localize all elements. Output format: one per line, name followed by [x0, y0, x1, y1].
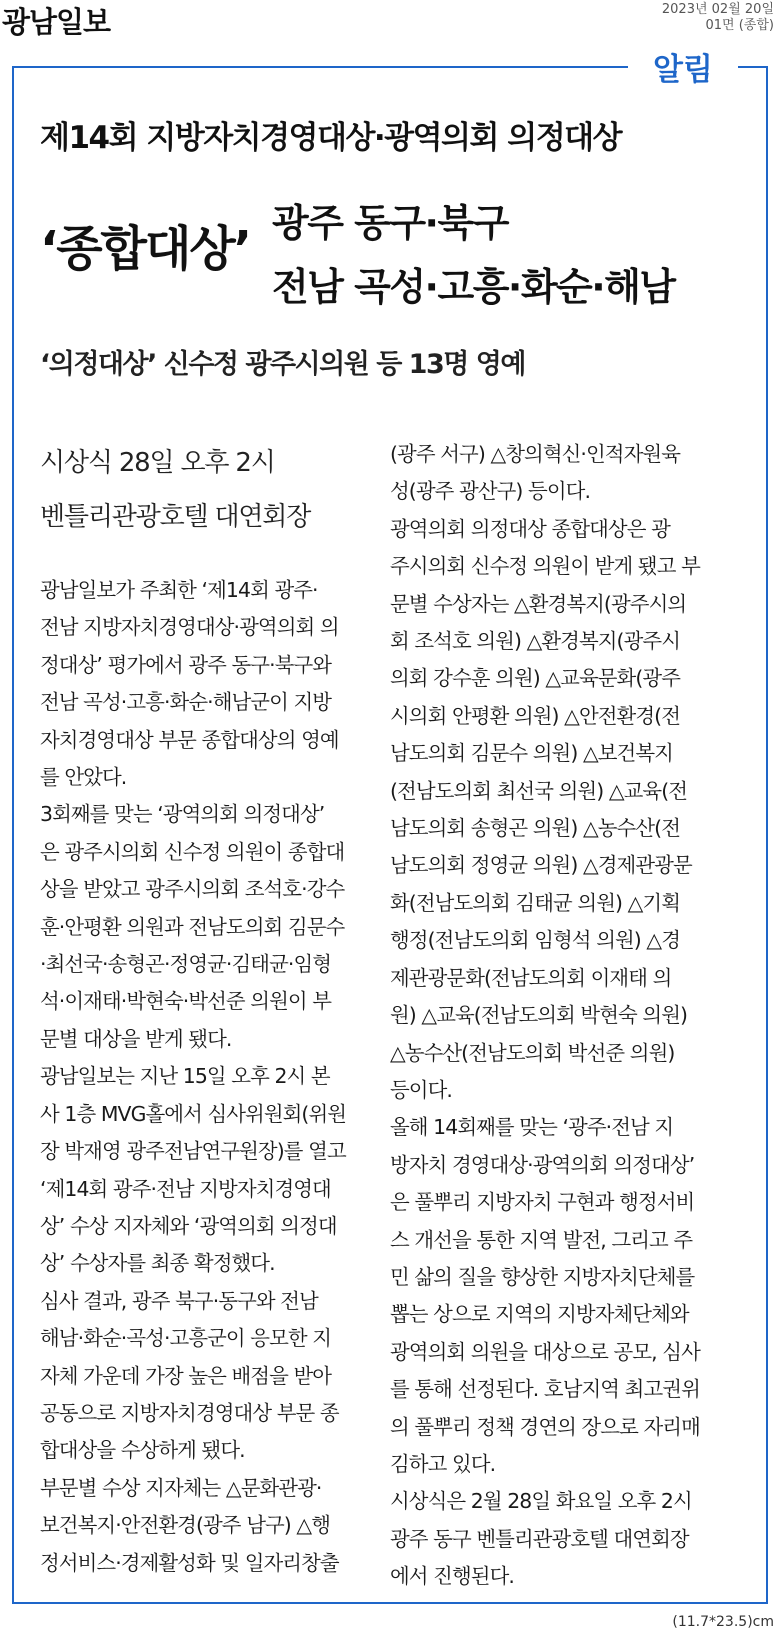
paragraph: 부문별 수상 지자체는 △문화관광· 보건복지·안전환경(광주 남구) △행 정서비스·경제활성화 및 일자리창출 [40, 1475, 339, 1575]
award-title: ‘종합대상’ [40, 221, 250, 277]
masthead: 광남일보 [2, 5, 111, 39]
winners-jeonnam: 전남 곡성·고흥·화순·해남 [272, 265, 675, 309]
body-column-right [390, 436, 714, 1596]
paragraph: 광역의회 의정대상 종합대상은 광 주시의회 신수정 의원이 받게 됐고 부 문별 수상자는 △환경복지(광주시의 회 조석호 의원) △환경복지(광주시 의회 강수훈 의원) △교육문화(광주 시의회 안평환 의원) △안전환경(전 남도의회 김문수 의원) △보건복지 (전남도의회 최선국 의원) △교육(전 남도의회 송형곤 의원) △농수산(전 남도의회 정영균 의원) △경제관광문 화(전남도의회 김태균 의원) △기획 행정(전남도의회 임형석 의원) △경 제관광문화(전남도의회 이재태 의 원) △교육(전남도의회 박현숙 의원) △농수산(전남도의회 박선준 의원) 등이다. [390, 516, 700, 1102]
clipping-size-note: (11.7*23.5)cm [672, 1614, 774, 1630]
article-headline: 제14회 지방자치경영대상·광역의회 의정대상 [40, 120, 622, 156]
page-section: 01면 (종합) [705, 18, 774, 33]
ceremony-time: 시상식 28일 오후 2시 [40, 448, 275, 478]
publication-date: 2023년 02월 20일 [661, 2, 774, 17]
body-column-left [40, 572, 364, 1582]
winners-gwangju: 광주 동구·북구 [272, 201, 508, 245]
paragraph: 광남일보가 주최한 ‘제14회 광주· 전남 지방자치경영대상·광역의회 의 정대상’ 평가에서 광주 동구·북구와 전남 곡성·고흥·화순·해남군이 지방 자치경영대상 부문 종합대상의 영예 를 안았다. [40, 578, 339, 790]
paragraph: 심사 결과, 광주 북구·동구와 전남 해남·화순·곡성·고흥군이 응모한 지 자체 가운데 가장 높은 배점을 받아 공동으로 지방자치경영대상 부문 종 합대상을 수상하게 됐다. [40, 1288, 339, 1463]
article-subhead: ‘의정대상’ 신수정 광주시의원 등 13명 영예 [40, 349, 525, 380]
paragraph: 시상식은 2월 28일 화요일 오후 2시 광주 동구 벤틀리관광호텔 대연회장 에서 진행된다. [390, 1489, 692, 1589]
paragraph: 3회째를 맞는 ‘광역의회 의정대상’ 은 광주시의회 신수정 의원이 종합대 상을 받았고 광주시의회 조석호·강수 훈·안평환 의원과 전남도의회 김문수 ·최선국·송형곤·정영균·김태균·임형 석·이재태·박현숙·박선준 의원이 부 문별 대상을 받게 됐다. [40, 802, 345, 1051]
paragraph: 올해 14회째를 맞는 ‘광주·전남 지 방자치 경영대상·광역의회 의정대상’ 은 풀뿌리 지방자치 구현과 행정서비 스 개선을 통한 지역 발전, 그리고 주 민 삶의 질을 향상한 지방자치단체를 뽑는 상으로 지역의 지방자체단체와 광역의회 의원을 대상으로 공모, 심사 를 통해 선정된다. 호남지역 최고권위 의 풀뿌리 정책 경연의 장으로 자리매 김하고 있다. [390, 1115, 700, 1476]
ceremony-venue: 벤틀리관광호텔 대연회장 [40, 502, 311, 532]
publication-info [662, 2, 774, 34]
paragraph: (광주 서구) △창의혁신·인적자원육 성(광주 광산구) 등이다. [390, 442, 681, 504]
paragraph: 광남일보는 지난 15일 오후 2시 본 사 1층 MVG홀에서 심사위원회(위원 장 박재영 광주전남연구원장)를 열고 ‘제14회 광주·전남 지방자치경영대 상’ 수상 지자체와 ‘광역의회 의정대 상’ 수상자를 최종 확정했다. [40, 1064, 347, 1276]
notice-tag: 알림 [628, 52, 738, 88]
